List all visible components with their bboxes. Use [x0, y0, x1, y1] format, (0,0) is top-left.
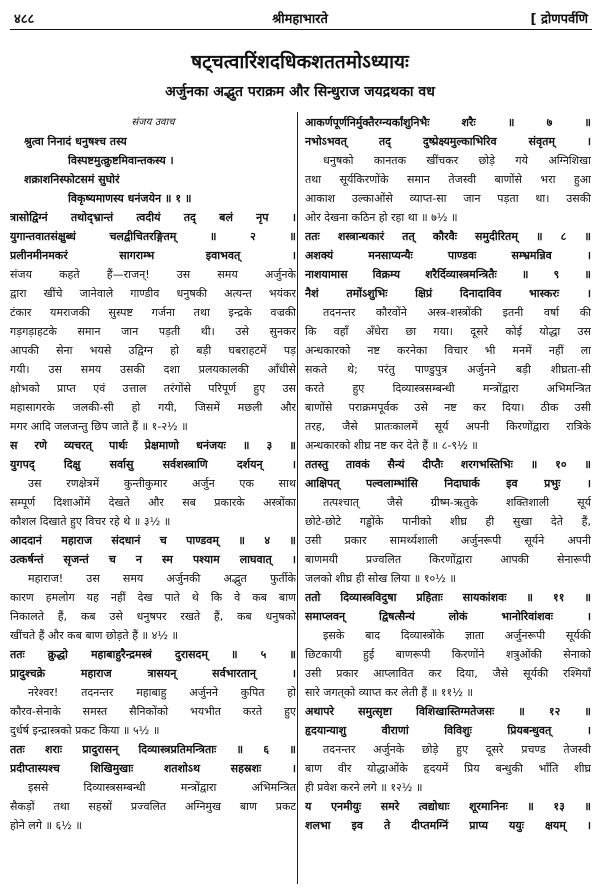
text-line: मगर आदि जलजन्तु छिप जाते हैं ॥ १-२½ ॥ — [10, 420, 188, 433]
text-line: उस रणक्षेत्रमें कुन्तीकुमार अर्जुन एक साथ — [28, 477, 296, 490]
running-title: श्रीमहाभारते — [272, 12, 328, 27]
verse-line: अथापरे समुत्सृष्टा विशिखास्तिग्मतेजसः ॥ १२ ॥ — [305, 705, 591, 718]
text-line: अन्धकारको शीघ्र नष्ट कर देते हैं ॥ ८-९½ ॥ — [305, 439, 478, 452]
verse-line: अशक्यं मनसाप्यन्यैः पाण्डवः सम्भ्रमन्निव । — [305, 249, 591, 262]
text-line: कारण हमलोग यह नहीं देख पाते थे कि वे कब बाण — [10, 591, 296, 604]
text-line: बाणमयी प्रज्वलित किरणोंद्वारा आपकी सेनारूपी — [305, 553, 591, 566]
text-line: आकाश उल्काओंसे व्याप्त-सा जान पड़ता था। उसकी — [305, 192, 591, 205]
text-line: सारे जगत्‌को व्याप्त कर लेती हैं ॥ ११½ ॥ — [305, 686, 473, 699]
verse-line: आक्षिपत् पल्वलाम्भांसि निदाघार्क इव प्रभुः । — [305, 477, 591, 490]
verse-line: आददानं महाराज संदधानं च पाण्डवम् ॥ ४ ॥ — [10, 534, 296, 547]
text-line: इसके बाद दिव्यास्त्रोंके ज्ञाता अर्जुनरूपी सूर्यकी — [323, 629, 591, 642]
left-column — [10, 113, 296, 835]
text-line: कि वहाँ अँधेरा छा गया। दूसरे कोई योद्धा उस — [305, 325, 591, 338]
right-column — [305, 113, 591, 835]
text-line: तरह, जैसे प्रातःकालमें सूर्य अपनी किरणोंद्वारा रात्रिके — [305, 420, 591, 433]
text-line: टंकार यमराजकी सुस्पष्ट गर्जना तथा इन्द्रके वज्रकी — [10, 306, 296, 319]
verse-line: शलभा इव ते दीप्तमग्निं प्राप्य ययुः क्षयम् । — [305, 819, 591, 832]
verse-line: श्रुत्वा निनादं धनुषश्च तस्य — [24, 135, 127, 148]
text-line: द्वारा खींचे जानेवाले गाण्डीव धनुषकी अत्यन्त भयंकर — [10, 287, 296, 300]
text-line: तदनन्तर कौरवोंने अस्त्र-शस्त्रोंकी इतनी वर्षा की — [323, 306, 591, 319]
verse-line: प्रदीप्तास्यश्च शिखिमुखाः शतशोऽथ सहस्रशः । — [10, 762, 296, 775]
chapter-title: षट्चत्वारिंशदधिकशततमोऽध्यायः — [191, 51, 409, 73]
text-line: उसी प्रकार सामर्थ्यशाली अर्जुनरूपी सूर्यने अपनी — [305, 534, 591, 547]
text-line: क्षोभको प्राप्त एवं उत्ताल तरंगोंसे परिपूर्ण हुए उस — [10, 382, 296, 395]
text-line: निकालते हैं, कब उसे धनुषपर रखते हैं, कब धनुषको — [10, 610, 296, 623]
verse-line: शक्राशनिस्फोटसमं सुघोरं — [24, 173, 120, 186]
text-line: जलको शीघ्र ही सोख लिया ॥ १०½ ॥ — [305, 572, 457, 585]
speaker-label: संजय उवाच — [131, 117, 175, 128]
verse-line: युगान्तवातसंक्षुब्धं चलद्वीचितरङ्गितम् ॥ २ ॥ — [10, 230, 296, 243]
text-line: सकते थे; परंतु पाण्डुपुत्र अर्जुनने बड़ी शीघ्रता-सी — [305, 363, 591, 376]
text-line: अन्धकारको नष्ट करनेका विचार भी मनमें नहीं ला — [305, 344, 591, 357]
text-line: छोटे-छोटे गड्ढोंके पानीको शीघ्र ही सुखा देते हैं, — [305, 515, 591, 528]
header-rule — [10, 29, 592, 30]
verse-line: य एनमीयुः समरे त्वद्योधाः शूरमानिनः ॥ १३ ॥ — [305, 800, 591, 813]
page-number: ४८८ — [14, 12, 35, 27]
text-line: दुर्धर्ष इन्द्रास्त्रको प्रकट किया ॥ ५½ ॥ — [10, 724, 160, 737]
text-line: कौरव-सेनाके समस्त सैनिकोंको भयभीत करते हुए — [10, 705, 296, 718]
verse-line: ततो दिव्यास्त्रविदुषा प्रहिताः सायकांशवः ॥ ११ ॥ — [305, 591, 591, 604]
text-line: होने लगे ॥ ६½ ॥ — [10, 819, 82, 832]
verse-line: प्रलीनमीनमकरं सागराम्भ इवाभवत् । — [10, 249, 296, 262]
verse-line: ततः क्रुद्धो महाबाहुरैन्द्रमस्त्रं दुरासदम् ॥ ५ ॥ — [10, 648, 296, 661]
text-line: नरेश्वर! तदनन्तर महाबाहु अर्जुनने कुपित हो — [28, 686, 296, 699]
verse-line: आकर्णपूर्णनिर्मुक्तैरग्न्यर्कांशुनिभैः शरैः ॥ ७ ॥ — [305, 116, 591, 129]
verse-line: हृदयान्याशु वीराणां विविशुः प्रियबन्धुवत् । — [305, 724, 591, 737]
text-line: बाणोंसे पराक्रमपूर्वक उसे नष्ट कर दिया। ठीक उसी — [305, 401, 591, 414]
text-line: ही प्रवेश करने लगे ॥ १२½ ॥ — [305, 781, 423, 794]
text-line: तथा सूर्यकिरणोंके समान तेजस्वी बाणोंसे भरा हुआ — [305, 173, 591, 186]
verse-line: युगपद् दिक्षु सर्वासु सर्वशस्त्राणि दर्शयन् । — [10, 458, 296, 471]
text-line: तदनन्तर अर्जुनके छोड़े हुए दूसरे प्रचण्ड तेजस्वी — [323, 743, 591, 756]
chapter-subtitle: अर्जुनका अद्भुत पराक्रम और सिन्धुराज जयद्रथका वध — [165, 84, 435, 100]
column-divider — [297, 112, 298, 884]
text-line: संजय कहते हैं—राजन्! उस समय अर्जुनके — [10, 268, 296, 281]
verse-line: ततः शस्त्रान्धकारं तत् कौरवैः समुदीरितम् ॥ ८ ॥ — [305, 230, 591, 243]
text-line: करते हुए दिव्यास्त्रसम्बन्धी मन्त्रोंद्वारा अभिमन्त्रित — [305, 382, 591, 395]
text-line: धनुषको कानतक खींचकर छोड़े गये अग्निशिखा — [323, 154, 591, 167]
verse-line: विकृष्यमाणस्य धनंजयेन ॥ १ ॥ — [68, 192, 192, 205]
verse-line: त्रासोद्विग्नं तथोद्भ्रान्तं त्वदीयं तद् बलं नृप । — [10, 211, 296, 224]
text-line: कौशल दिखाते हुए विचर रहे थे ॥ ३½ ॥ — [10, 515, 171, 528]
verse-line: प्रादुश्चक्रे महाराज त्रासयन् सर्वभारतान् । — [10, 667, 296, 680]
verse-line: नैशं तमोंऽशुभिः क्षिप्रं दिनादाविव भास्करः । — [305, 287, 591, 300]
text-line: गड़गड़ाहटके समान जान पड़ती थी। उसे सुनकर — [10, 325, 296, 338]
verse-line: स रणे व्यचरत् पार्थः प्रेक्षमाणो धनंजयः ॥ ३ ॥ — [10, 439, 296, 452]
verse-line: ततः शराः प्रादुरासन् दिव्यास्त्रप्रतिमन्त्रिताः ॥ ६ ॥ — [10, 743, 296, 756]
verse-line: समाप्लवन् द्विषत्सैन्यं लोकं भानोरिवांशवः । — [305, 610, 591, 623]
text-line: छिटकायी हुई बाणरूपी किरणोंने शत्रुओंकी सेनाको — [305, 648, 591, 661]
text-line: गयी। उस समय उसकी दशा प्रलयकालकी आँधीसे — [10, 363, 296, 376]
text-line: आपकी सेना भयसे उद्विग्न हो बड़ी घबराहटमें पड़ — [10, 344, 296, 357]
text-line: सैकड़ों तथा सहस्रों प्रज्वलित अग्निमुख बाण प्रकट — [10, 800, 296, 813]
text-line: सम्पूर्ण दिशाओंमें देखते और सब प्रकारके अस्त्रोंका — [10, 496, 296, 509]
verse-line: नाशयामास विक्रम्य शरैर्दिव्यास्त्रमन्त्रितैः ॥ ९ ॥ — [305, 268, 591, 281]
text-line: तत्पश्चात् जैसे ग्रीष्म-ऋतुके शक्तिशाली सूर्य — [323, 496, 591, 509]
verse-line: विस्पष्टमुत्क्रुष्टमिवान्तकस्य । — [68, 154, 174, 167]
verse-line: ततस्तु तावकं सैन्यं दीप्तैः शरगभस्तिभिः ॥ १० ॥ — [305, 458, 591, 471]
text-line: खींचते हैं और कब बाण छोड़ते हैं ॥ ४½ ॥ — [10, 629, 179, 642]
text-line: बाण वीर योद्धाओंके हृदयमें प्रिय बन्धुकी भाँति शीघ्र — [305, 762, 591, 775]
section-name: [ द्रोणपर्वणि — [530, 12, 588, 27]
text-line: महाराज! उस समय अर्जुनकी अद्भुत फुर्तीके — [28, 572, 296, 585]
verse-line: नभोऽभवत् तद् दुष्प्रेक्ष्यमुल्काभिरिव संवृतम् । — [305, 135, 591, 148]
text-line: उसी प्रकार आप्लावित कर दिया, जैसे सूर्यकी रश्मियाँ — [305, 667, 591, 680]
verse-line: उत्कर्षन्तं सृजन्तं च न स्म पश्याम लाघवात् । — [10, 553, 296, 566]
page-header — [0, 0, 600, 34]
text-line: ओर देखना कठिन हो रहा था ॥ ७½ ॥ — [305, 211, 458, 224]
text-line: महासागरके जलकी-सी हो गयी, जिसमें मछली और — [10, 401, 296, 414]
text-line: इससे दिव्यास्त्रसम्बन्धी मन्त्रोंद्वारा अभिमन्त्रित — [28, 781, 296, 794]
